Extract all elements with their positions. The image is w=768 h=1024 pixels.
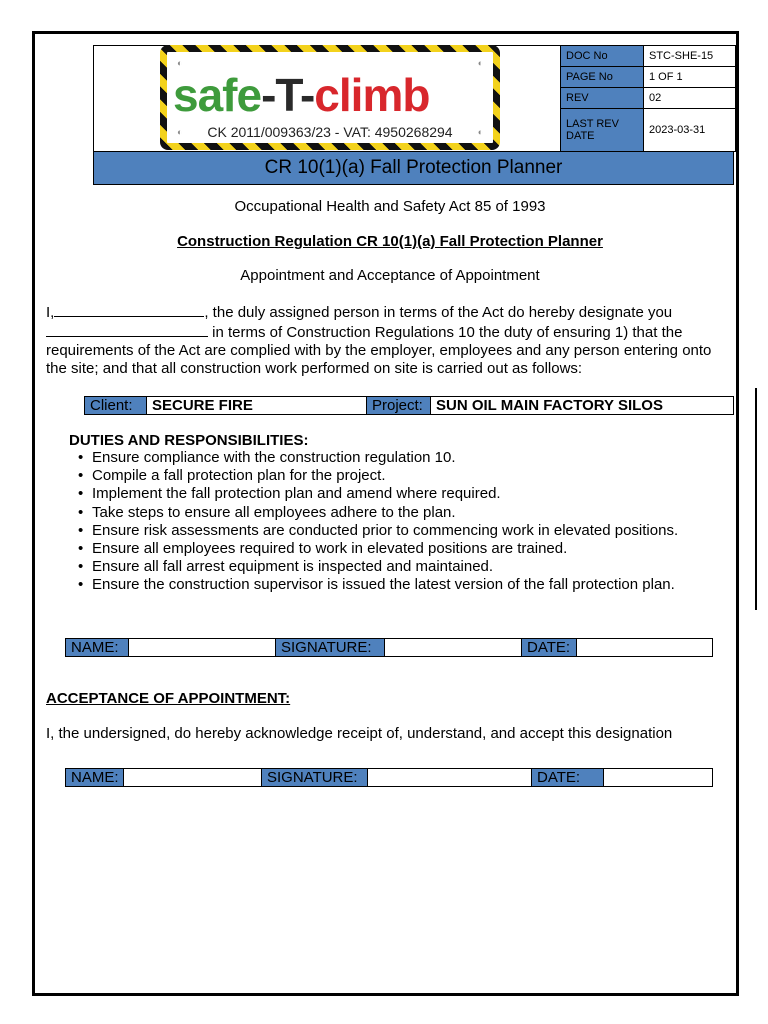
list-item: • Ensure risk assessments are conducted prior to commencing work in elevated positions. xyxy=(92,522,678,540)
meta-label: REV xyxy=(561,88,644,109)
screw-icon: ◐ xyxy=(177,58,183,68)
list-item: • Compile a fall protection plan for the project. xyxy=(92,467,678,485)
company-logo xyxy=(160,45,500,150)
signature-label: SIGNATURE: xyxy=(276,639,385,656)
date-field[interactable] xyxy=(604,769,712,786)
document-meta-table xyxy=(560,45,736,152)
list-item: • Ensure all employees required to work in elevated positions are trained. xyxy=(92,540,678,558)
meta-label: LAST REV DATE xyxy=(561,109,644,152)
signature-row-2 xyxy=(65,768,713,787)
project-value: SUN OIL MAIN FACTORY SILOS xyxy=(436,397,663,414)
list-item: • Take steps to ensure all employees adhere to the plan. xyxy=(92,504,678,522)
name-field[interactable] xyxy=(129,639,276,656)
project-label: Project: xyxy=(367,397,431,414)
project-info-row xyxy=(84,396,734,415)
acceptance-heading: ACCEPTANCE OF APPOINTMENT: xyxy=(46,690,291,707)
meta-label: PAGE No xyxy=(561,67,644,88)
screw-icon: ◐ xyxy=(177,127,183,137)
assignee-name-blank[interactable] xyxy=(54,302,204,317)
meta-value: 1 OF 1 xyxy=(644,67,736,88)
document-title: CR 10(1)(a) Fall Protection Planner xyxy=(93,151,734,185)
meta-value: 2023-03-31 xyxy=(644,109,736,152)
date-label: DATE: xyxy=(532,769,604,786)
screw-icon: ◐ xyxy=(477,127,483,137)
logo-registration: CK 2011/009363/23 - VAT: 4950268294 xyxy=(207,124,453,140)
designation-paragraph: I, , the duly assigned person in terms of the Act do hereby designate you in terms of Construction Regulations 10 the duty of ensuring 1) that the requirements of the Act are complied with by the employer, employees and any person entering onto the site; and that all construction work performed on site is carried out as follows: xyxy=(46,304,712,377)
list-item: • Ensure all fall arrest equipment is inspected and maintained. xyxy=(92,558,678,576)
client-label: Client: xyxy=(85,397,147,414)
margin-line xyxy=(755,388,757,610)
act-reference: Occupational Health and Safety Act 85 of 1993 xyxy=(234,198,546,215)
name-label: NAME: xyxy=(66,769,124,786)
meta-value: 02 xyxy=(644,88,736,109)
duties-heading: DUTIES AND RESPONSIBILITIES: xyxy=(69,432,309,449)
name-label: NAME: xyxy=(66,639,129,656)
list-item: • Ensure the construction supervisor is issued the latest version of the fall protection plan. xyxy=(92,576,678,594)
meta-value: STC-SHE-15 xyxy=(644,46,736,67)
date-label: DATE: xyxy=(522,639,577,656)
signature-row-1 xyxy=(65,638,713,657)
regulation-heading: Construction Regulation CR 10(1)(a) Fall Protection Planner xyxy=(177,233,603,250)
duties-list xyxy=(46,449,678,595)
screw-icon: ◐ xyxy=(477,58,483,68)
name-field[interactable] xyxy=(124,769,262,786)
signature-label: SIGNATURE: xyxy=(262,769,368,786)
date-field[interactable] xyxy=(577,639,712,656)
list-item: • Implement the fall protection plan and amend where required. xyxy=(92,485,678,503)
acceptance-text: I, the undersigned, do hereby acknowledge receipt of, understand, and accept this designation xyxy=(46,725,673,742)
signature-field[interactable] xyxy=(385,639,522,656)
list-item: • Ensure compliance with the construction regulation 10. xyxy=(92,449,678,467)
appointment-subtitle: Appointment and Acceptance of Appointment xyxy=(240,267,540,284)
client-value: SECURE FIRE xyxy=(147,397,367,414)
logo-wordmark: safe-T-climb xyxy=(173,69,430,121)
meta-label: DOC No xyxy=(561,46,644,67)
designee-name-blank[interactable] xyxy=(46,322,208,337)
signature-field[interactable] xyxy=(368,769,532,786)
